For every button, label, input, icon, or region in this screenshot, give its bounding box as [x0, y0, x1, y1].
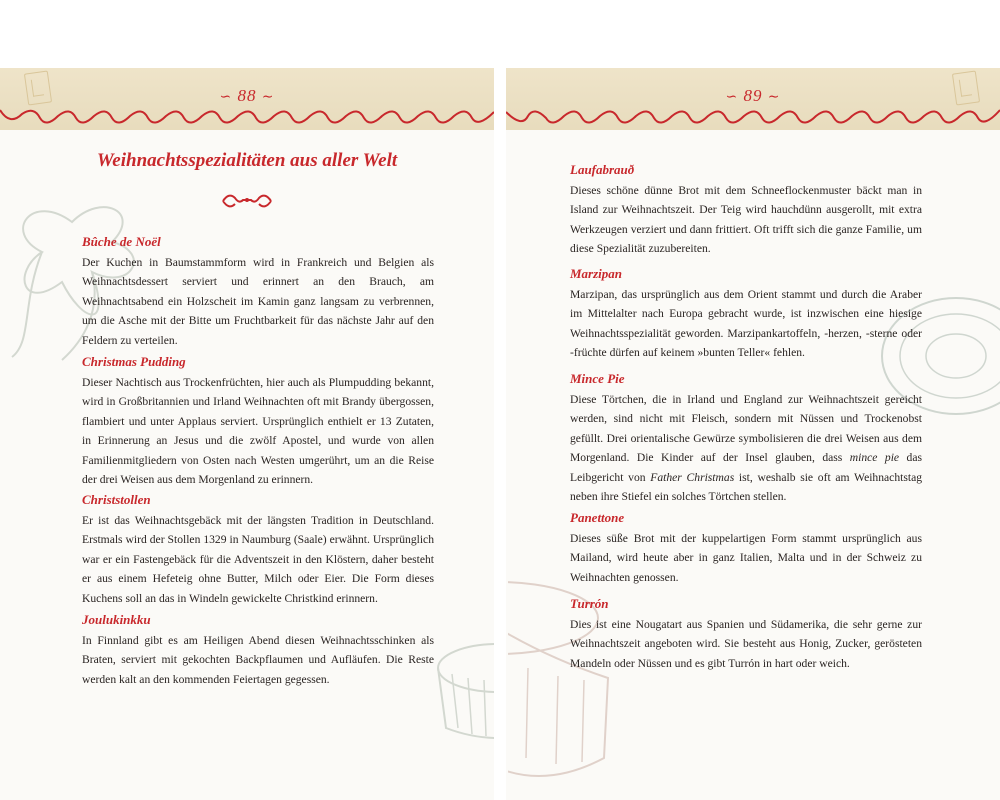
section-heading: Mince Pie	[570, 371, 625, 386]
page-number-text: 88	[237, 86, 257, 105]
section-text: Marzipan, das ursprünglich aus dem Orient stammt und durch die Araber im Mittelalter nach Europa gebracht wurde, ist inzwischen eine hiesige Weihnachtsspezialität geworden. Marzipankartoffeln, -herzen, -sterne oder -früchte dürfen auf keinem »bunten Teller« fehlen.	[570, 288, 922, 360]
section-heading: Turrón	[570, 596, 609, 611]
section-panettone	[570, 510, 922, 587]
section-text: Der Kuchen in Baumstammform wird in Frankreich und Belgien als Weihnachtsdessert serviert und erinnert an den Brauch, am Weihnachtsabend ein Holzscheit im Kamin ganz langsam zu verbrennen, um die Asche mit der Bitte um Fruchtbarkeit für das nächste Jahr auf den Feldern zu verteilen.	[82, 256, 434, 347]
section-heading: Laufabrauð	[570, 162, 635, 177]
swirl-icon: ∼	[261, 90, 275, 105]
section-text: Dieses schöne dünne Brot mit dem Schneeflockenmuster bäckt man in Island zur Weihnachtszeit. Der Teig wird hauchdünn ausgerollt, mit extra Werkzeugen verziert und dann frittiert. Oft trifft sich die ganze Familie, um diese Spezialität zuzubereiten.	[570, 184, 922, 256]
page-number	[506, 86, 1000, 106]
swirl-icon: ∽	[725, 90, 739, 105]
header-band	[0, 68, 494, 130]
section-christstollen	[82, 492, 434, 608]
gutter	[494, 68, 506, 800]
page-title: Weihnachtsspezialitäten aus aller Welt	[96, 150, 398, 171]
scallop-border-icon	[0, 108, 494, 134]
section-text: Dieses süße Brot mit der kuppelartigen Form stammt ursprünglich aus Mailand, wird heute aber in ganz Italien, Malta und in der Schweiz zu Weihnachten genossen.	[570, 532, 922, 584]
section-heading: Marzipan	[570, 266, 623, 281]
header-band	[506, 68, 1000, 130]
section-marzipan	[570, 266, 922, 363]
section-text: Diese Törtchen, die in Irland und England zur Weihnachtszeit gereicht werden, sind nicht mit Fleisch, sondern mit Nüssen und Trockenobst gefüllt. Drei orientalische Gewürze symbolisieren die drei Weisen aus dem Morgenland. Die Kinder auf der Insel glauben, dass mince pie das Leibgericht von Father Christmas ist, weshalb sie oft am Weihnachtstag neben ihre Stiefel ein solches Törtchen stellen.	[570, 393, 923, 504]
section-text: Dies ist eine Nougatart aus Spanien und Südamerika, die sehr gerne zur Weihnachtszeit angeboten wird. Sie besteht aus Honig, Zucker, gerösteten Mandeln oder Nüssen und es gibt Turrón in hart oder weich.	[570, 618, 922, 670]
scallop-border-icon	[506, 108, 1000, 134]
section-text: Er ist das Weihnachtsgebäck mit der längsten Tradition in Deutschland. Erstmals wird der Stollen 1329 in Naumburg (Saale) erwähnt. Ursprünglich war er ein Fastengebäck für die Adventszeit in den Klöstern, daher besteht er aus einem Hefeteig ohne Butter, Milch oder Eier. Die Form dieses Kuchens soll an das in Windeln gewickelte Christkind erinnern.	[82, 514, 434, 605]
section-heading: Christmas Pudding	[82, 354, 186, 369]
section-text: In Finnland gibt es am Heiligen Abend diesen Weihnachtsschinken als Braten, serviert mit gekochten Backpflaumen und Aufläufen. Die Reste werden kalt an den kommenden Feiertagen gegessen.	[82, 634, 434, 686]
section-turron	[570, 596, 922, 673]
section-heading: Christstollen	[82, 492, 151, 507]
section-mince-pie	[570, 371, 922, 506]
section-christmas-pudding	[82, 354, 434, 489]
swirl-icon: ∼	[767, 90, 781, 105]
right-page	[506, 68, 1000, 800]
section-text: Dieser Nachtisch aus Trockenfrüchten, hier auch als Plumpudding bekannt, wird in Großbritannien und Irland Weihnachten oft mit Brandy übergossen, flambiert und unter Applaus serviert. Ursprünglich enthielt er 13 Zutaten, in Erinnerung an Jesus und die zwölf Apostel, und wurde von allen Familienmitgliedern von Osten nach Westen umgerührt, um an die Reise der drei Weisen aus dem Morgenland zu erinnern.	[82, 376, 434, 487]
section-joulukinkku	[82, 612, 434, 689]
section-heading: Panettone	[570, 510, 625, 525]
page-number-text: 89	[743, 86, 763, 105]
section-buche-de-noel	[82, 234, 434, 350]
section-heading: Bûche de Noël	[82, 234, 161, 249]
section-heading: Joulukinkku	[82, 612, 151, 627]
left-page	[0, 68, 494, 800]
page-number	[0, 86, 494, 106]
swirl-icon: ∽	[219, 90, 233, 105]
swirl-ornament-icon	[221, 190, 273, 212]
section-laufabraud	[570, 162, 922, 259]
